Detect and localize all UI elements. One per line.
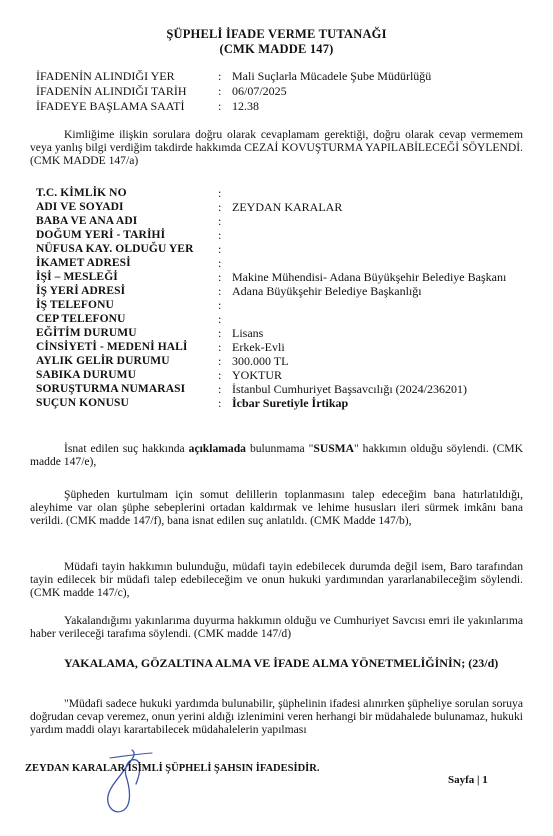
text-run-bold: açıklamada [188, 442, 246, 455]
text-run: " hakkımın olduğu söylendi. (CMK madde 147/e), [30, 442, 523, 469]
field-colon: : [218, 382, 222, 396]
field-label: BABA VE ANA ADI [36, 215, 138, 227]
field-colon: : [218, 99, 222, 113]
field-value: Lisans [232, 326, 264, 340]
field-value: YOKTUR [232, 368, 282, 382]
field-colon: : [218, 200, 222, 214]
field-label: T.C. KİMLİK NO [36, 187, 127, 199]
field-value: Adana Büyükşehir Belediye Başkanlığı [232, 284, 422, 298]
field-value: 06/07/2025 [232, 84, 287, 98]
field-colon: : [218, 242, 222, 256]
field-colon: : [218, 368, 222, 382]
field-colon: : [218, 340, 222, 354]
field-colon: : [218, 354, 222, 368]
field-colon: : [218, 284, 222, 298]
field-colon: : [218, 256, 222, 270]
field-colon: : [218, 270, 222, 284]
regulation-heading: YAKALAMA, GÖZALTINA ALMA VE İFADE ALMA YÖNETMELİĞİNİN; (23/d) [64, 656, 499, 670]
paragraph-counsel: Müdafi tayin hakkımın bulunduğu, müdafi tayin edebilecek durumda değil isem, Baro tarafından tayin edilecek bir müdafi talep edebileceğim ve onun hukuki yardımından yararlanabileceğim söylendi. (CMK madde 147/c), [30, 560, 523, 600]
field-label: İŞ YERİ ADRESİ [36, 285, 126, 297]
field-label: CİNSİYETİ - MEDENİ HALİ [36, 341, 188, 353]
field-label: SABIKA DURUMU [36, 369, 137, 381]
field-label: AYLIK GELİR DURUMU [36, 355, 170, 367]
field-value: İstanbul Cumhuriyet Başsavcılığı (2024/236201) [232, 382, 467, 396]
field-colon: : [218, 228, 222, 242]
field-label: İFADENİN ALINDIĞI TARİH [36, 84, 187, 98]
field-colon: : [218, 298, 222, 312]
paragraph-right-to-silence [30, 442, 523, 468]
field-value: İcbar Suretiyle İrtikap [232, 396, 349, 410]
field-label: SUÇUN KONUSU [36, 397, 129, 409]
paragraph-evidence-request: Şüpheden kurtulmam için somut delillerin toplanmasını talep edeceğim bana hatırlatıldığı, aleyhime var olan şüphe sebeplerini ortadan kaldırmak ve lehime hususları ileri sürmek imkânı bana verildi. (CMK madde 147/f), bana isnat edilen suç anlatıldı. (CMK Madde 147/b), [30, 488, 523, 528]
field-value: 12.38 [232, 99, 259, 113]
field-label: İFADEYE BAŞLAMA SAATİ [36, 99, 185, 113]
field-label: ADI VE SOYADI [36, 201, 124, 213]
signature-icon [80, 740, 170, 825]
document-subtitle: (CMK MADDE 147) [219, 42, 334, 56]
field-colon: : [218, 186, 222, 200]
field-value: Mali Suçlarla Mücadele Şube Müdürlüğü [232, 69, 432, 83]
footer-statement: ZEYDAN KARALAR İSİMLİ ŞÜPHELİ ŞAHSIN İFADESİDİR. [25, 763, 320, 774]
page-number: Sayfa | 1 [448, 774, 488, 786]
paragraph-counsel-limits: "Müdafi sadece hukuki yardımda bulunabilir, şüphelinin ifadesi alınırken şüpheliye sorulan soruya doğrudan cevap veremez, onun yerini aldığı izlenimini veren herhangi bir müdahalede bulunamaz, hukuki yardım maddi olayı karartabilecek müdahalelerin yapılması [30, 697, 523, 737]
paragraph-notify-relatives: Yakalandığımı yakınlarıma duyurma hakkımın olduğu ve Cumhuriyet Savcısı emri ile yakınlarıma haber verileceği tarafıma söylendi. (CMK madde 147/d) [30, 614, 523, 641]
field-label: EĞİTİM DURUMU [36, 327, 137, 339]
field-label: SORUŞTURMA NUMARASI [36, 383, 186, 395]
text-run: İsnat edilen suç hakkında [64, 442, 189, 455]
field-colon: : [218, 69, 222, 83]
field-colon: : [218, 396, 222, 410]
text-run: bulunmama " [245, 442, 314, 455]
field-label: İŞİ – MESLEĞİ [36, 271, 118, 283]
field-label: İFADENİN ALINDIĞI YER [36, 69, 175, 83]
field-label: DOĞUM YERİ - TARİHİ [36, 229, 166, 241]
document-title: ŞÜPHELİ İFADE VERME TUTANAĞI [166, 27, 387, 41]
field-label: İŞ TELEFONU [36, 299, 114, 311]
field-label: İKAMET ADRESİ [36, 257, 131, 269]
field-colon: : [218, 326, 222, 340]
field-value: 300.000 TL [232, 354, 289, 368]
field-colon: : [218, 214, 222, 228]
intro-paragraph: Kimliğime ilişkin sorulara doğru olarak cevaplamam gerektiği, doğru olarak cevap vermemem veya yanlış bilgi verdiğim takdirde hakkımda CEZAİ KOVUŞTURMA YAPILABİLECEĞİ SÖYLENDİ. (CMK MADDE 147/a) [30, 128, 523, 168]
text-run-bold: SUSMA [313, 442, 354, 455]
field-colon: : [218, 84, 222, 98]
field-value: Makine Mühendisi- Adana Büyükşehir Belediye Başkanı [232, 270, 507, 284]
field-colon: : [218, 312, 222, 326]
field-value: Erkek-Evli [232, 340, 285, 354]
field-label: CEP TELEFONU [36, 313, 126, 325]
field-label: NÜFUSA KAY. OLDUĞU YER [36, 243, 194, 255]
field-value: ZEYDAN KARALAR [232, 200, 343, 214]
